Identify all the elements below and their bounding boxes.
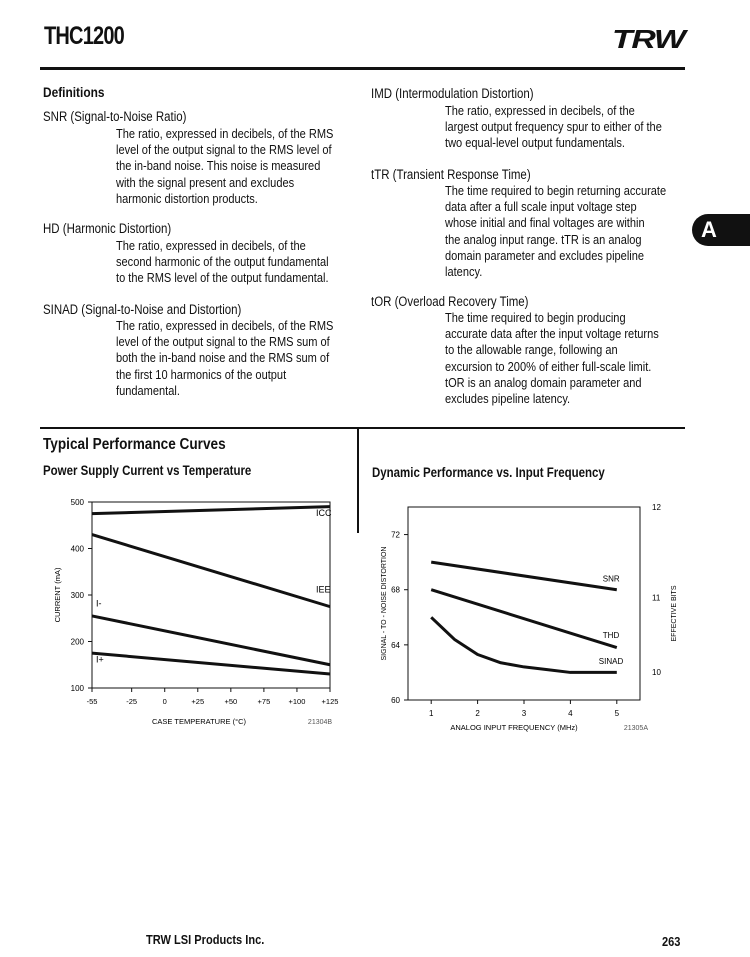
y-axis-label: SIGNAL - TO - NOISE DISTORTION [381, 546, 388, 661]
header-rule [40, 67, 685, 70]
def-line: accurate data after the input voltage returns [445, 326, 659, 342]
section-tab-letter: A [701, 217, 717, 242]
document-title: THC1200 [44, 22, 124, 50]
section-rule [40, 427, 685, 429]
y-tick-label: 100 [70, 684, 84, 693]
def-hd [116, 238, 329, 287]
y-tick-label: 72 [391, 530, 400, 540]
figure-id: 21305A [623, 725, 648, 732]
x-tick-label: -55 [86, 697, 98, 706]
def-line: level of the output signal to the RMS level of [116, 142, 332, 158]
y2-tick-label: 12 [652, 503, 661, 512]
y-tick-label: 60 [391, 696, 400, 705]
x-tick-label: 5 [614, 709, 620, 718]
section-heading: Typical Performance Curves [43, 436, 226, 453]
y-tick-label: 500 [70, 498, 84, 507]
def-ttr [445, 183, 666, 280]
x-tick-label: 4 [568, 709, 573, 718]
x-tick-label: +50 [224, 697, 238, 706]
x-axis-label: ANALOG INPUT FREQUENCY (MHz) [450, 723, 578, 732]
def-line: excursion to 200% of either full-scale limit. [445, 358, 652, 374]
def-line: tOR is an analog domain parameter and [445, 374, 642, 390]
def-line: to the RMS level of the output fundamental. [116, 270, 329, 286]
y-tick-label: 400 [70, 544, 84, 554]
trw-logo: TRW [612, 24, 685, 54]
def-line: latency. [445, 264, 483, 280]
def-tor [445, 310, 659, 407]
term-sinad: SINAD (Signal-to-Noise and Distortion) [43, 302, 242, 317]
y-tick-label: 300 [70, 591, 84, 600]
series-line-snr [431, 562, 617, 590]
y-tick-label: 64 [391, 640, 400, 650]
def-line: The ratio, expressed in decibels, of the RMS [116, 318, 334, 333]
def-line: the in-band noise. This noise is measured [116, 158, 321, 174]
x-tick-label: 1 [428, 709, 434, 718]
series-line-thd [431, 590, 617, 648]
series-label-sinad: SINAD [598, 657, 624, 667]
series-line-icc [92, 507, 330, 514]
series-label-i+: I+ [96, 654, 104, 665]
def-imd [445, 103, 662, 152]
def-line: The time required to begin returning accurate [445, 183, 667, 198]
page-number: 263 [662, 934, 681, 949]
def-line: fundamental. [116, 382, 180, 398]
def-line: to the allowable range, following an [445, 342, 618, 358]
def-line: data after a full scale input voltage step [445, 199, 637, 215]
def-line: The time required to begin producing [445, 310, 626, 325]
current-vs-temperature-chart [40, 490, 360, 740]
def-line: excludes pipeline latency. [445, 391, 571, 407]
x-tick-label: 0 [162, 697, 167, 706]
def-line: with the signal present and excludes [116, 174, 295, 190]
series-line-iee [92, 535, 330, 607]
def-line: the analog input range. tTR is an analog [445, 231, 642, 247]
def-line: harmonic distortion products. [116, 190, 258, 206]
section-tab-badge [692, 214, 750, 246]
def-line: The ratio, expressed in decibels, of the [445, 103, 635, 118]
series-label-icc: ICC [316, 507, 332, 518]
def-line: largest output frequency spur to either of the [445, 119, 662, 135]
x-tick-label: -25 [126, 697, 138, 706]
term-tor: tOR (Overload Recovery Time) [371, 294, 529, 309]
chart1-title: Power Supply Current vs Temperature [43, 463, 252, 478]
def-line: second harmonic of the output fundamental [116, 254, 329, 270]
term-ttr: tTR (Transient Response Time) [371, 167, 531, 182]
x-axis-label: CASE TEMPERATURE (°C) [152, 717, 246, 726]
def-line: both the in-band noise and the RMS sum of [116, 350, 330, 366]
term-snr: SNR (Signal-to-Noise Ratio) [43, 109, 187, 124]
series-label-iee: IEE [316, 584, 331, 595]
definitions-heading: Definitions [43, 84, 105, 100]
y2-tick-label: 11 [652, 593, 661, 603]
term-hd: HD (Harmonic Distortion) [43, 221, 172, 236]
series-label-snr: SNR [602, 574, 620, 584]
def-line: two equal-level output fundamentals. [445, 135, 625, 151]
y-tick-label: 68 [391, 585, 400, 595]
y-tick-label: 200 [70, 637, 84, 647]
dynamic-performance-chart [368, 495, 688, 745]
y2-axis-label: EFFECTIVE BITS [671, 585, 678, 642]
def-snr [116, 126, 333, 207]
figure-id: 21304B [307, 719, 333, 726]
series-label-i-: I- [96, 598, 102, 609]
def-line: the first 10 harmonics of the output [116, 366, 287, 382]
series-line-sinad [431, 617, 617, 672]
x-tick-label: +25 [191, 697, 205, 706]
x-tick-label: 2 [475, 709, 480, 718]
def-line: domain parameter and excludes pipeline [445, 247, 645, 263]
series-label-thd: THD [602, 630, 620, 640]
y2-tick-label: 10 [652, 668, 661, 677]
x-tick-label: +100 [288, 697, 306, 706]
x-tick-label: 3 [521, 709, 527, 718]
chart2-title: Dynamic Performance vs. Input Frequency [372, 465, 605, 480]
def-line: The ratio, expressed in decibels, of the [116, 238, 306, 253]
def-sinad [116, 318, 333, 399]
term-imd: IMD (Intermodulation Distortion) [371, 86, 534, 101]
def-line: The ratio, expressed in decibels, of the RMS [116, 126, 334, 141]
x-tick-label: +125 [321, 697, 339, 706]
y-axis-label: CURRENT (mA) [53, 567, 62, 623]
x-tick-label: +75 [257, 697, 271, 706]
def-line: level of the output signal to the RMS sum of [116, 334, 330, 350]
footer-company: TRW LSI Products Inc. [146, 932, 265, 947]
def-line: whose initial and final voltages are within [445, 215, 645, 231]
